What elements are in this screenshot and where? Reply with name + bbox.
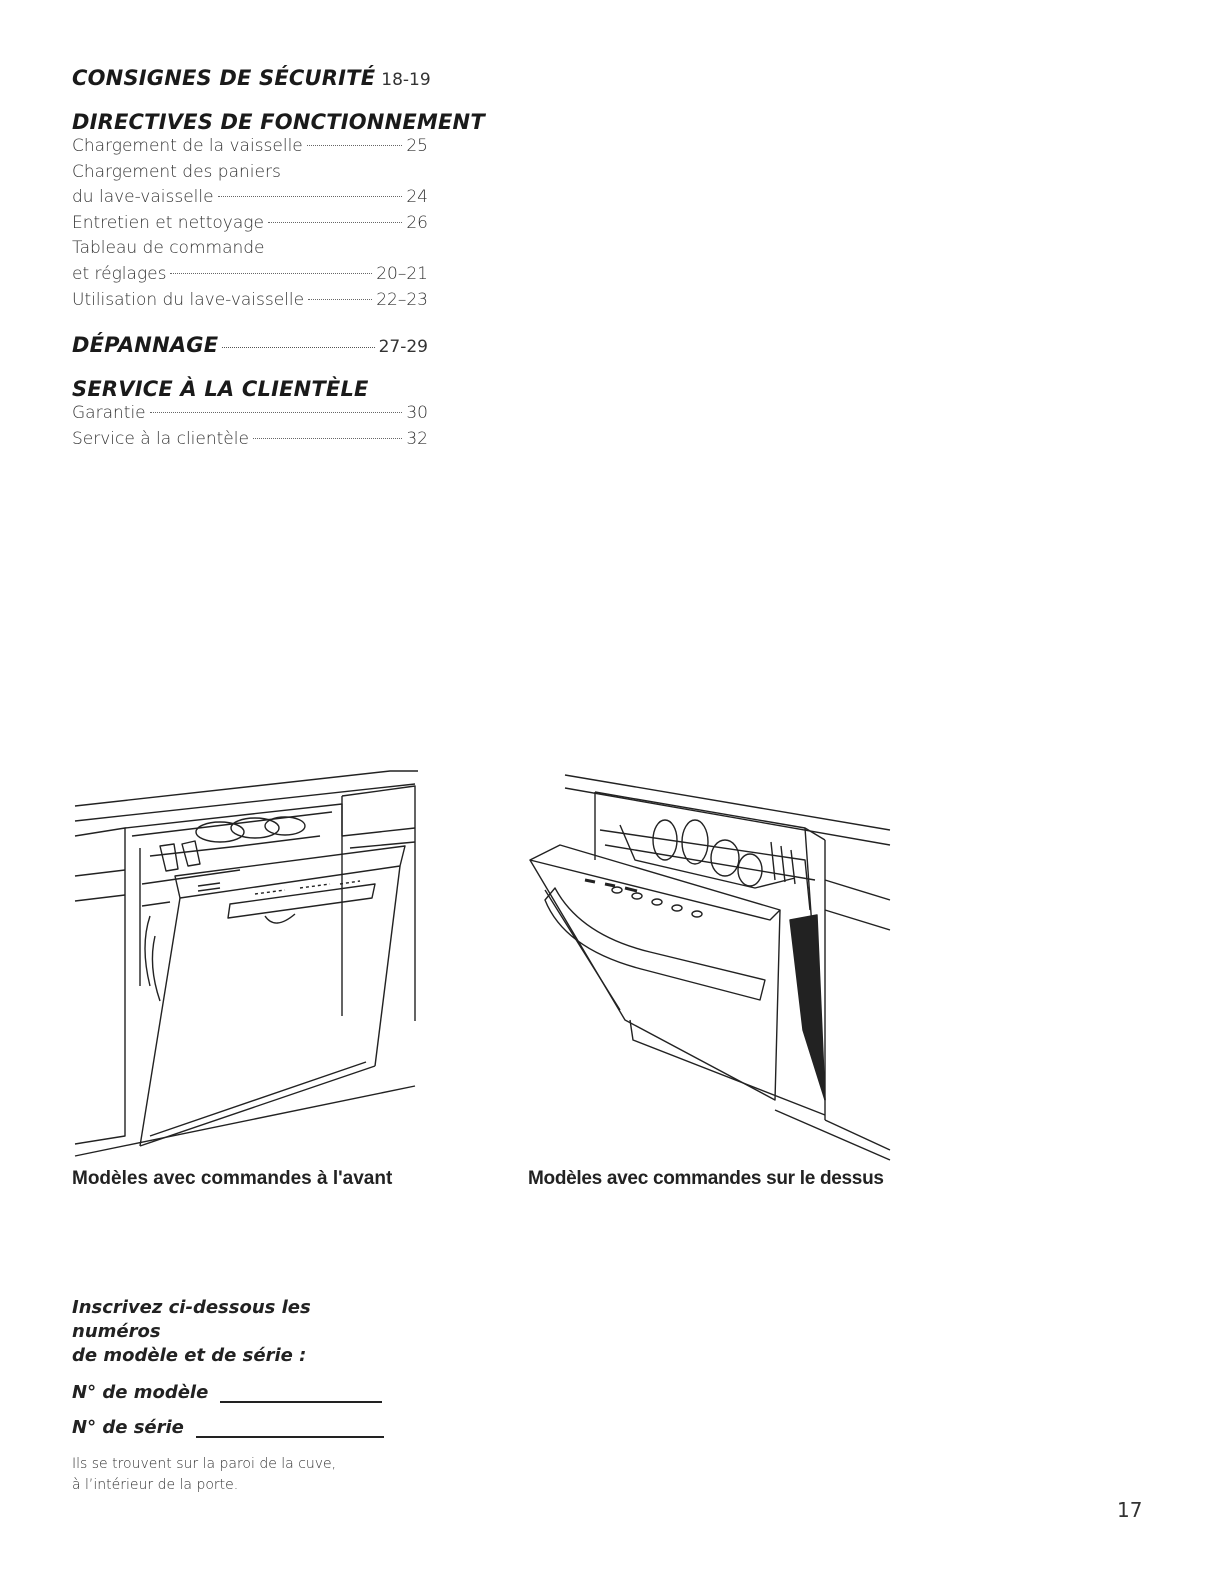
toc-leader [150, 412, 403, 413]
note-line2: à l’intérieur de la porte. [72, 1477, 239, 1493]
toc-leader [222, 347, 374, 348]
toc-entry-text: Chargement des paniers [72, 161, 281, 182]
record-location-note [72, 1454, 402, 1496]
toc-page-ref: 22–23 [376, 289, 428, 310]
table-of-contents [72, 66, 485, 452]
toc-entry [72, 427, 428, 453]
front-controls-caption: Modèles avec commandes à l'avant [72, 1168, 393, 1189]
toc-section-title: SERVICE À LA CLIENTÈLE [72, 377, 369, 402]
toc-section-troubleshooting [72, 333, 428, 357]
toc-entry-text: Service à la clientèle [72, 428, 249, 449]
toc-page-ref: 24 [406, 187, 428, 208]
toc-entry [72, 262, 428, 288]
toc-entry-text: Tableau de commande [72, 238, 265, 259]
top-controls-caption: Modèles avec commandes sur le dessus [528, 1168, 884, 1189]
toc-entry [72, 401, 428, 427]
toc-page-ref: 18-19 [381, 70, 431, 90]
toc-entry-text: Chargement de la vaisselle [72, 136, 303, 156]
toc-leader [268, 222, 402, 223]
toc-entry-text: du lave-vaisselle [72, 187, 214, 208]
toc-leader [307, 145, 403, 146]
toc-page-ref: 30 [406, 403, 428, 424]
note-line1: Ils se trouvent sur la paroi de la cuve, [72, 1456, 337, 1472]
toc-leader [218, 196, 403, 197]
toc-leader [308, 299, 372, 300]
top-controls-dishwasher-illustration [525, 770, 893, 1166]
toc-entry-text: Garantie [72, 403, 146, 424]
toc-entry [72, 288, 428, 314]
serial-number-label: N° de série [72, 1417, 184, 1438]
toc-entry [72, 134, 428, 160]
toc-section-security [72, 66, 431, 90]
toc-leader [170, 273, 372, 274]
toc-leader [253, 438, 402, 439]
model-serial-record [72, 1296, 402, 1496]
toc-section-title: CONSIGNES DE SÉCURITÉ [72, 66, 376, 90]
record-intro-line2: de modèle et de série : [72, 1345, 307, 1366]
model-number-field [72, 1382, 402, 1403]
toc-entry-text: Entretien et nettoyage [72, 212, 264, 233]
toc-page-ref: 27-29 [378, 337, 428, 358]
toc-page-ref: 26 [406, 212, 428, 233]
toc-entries-service [72, 401, 428, 452]
toc-entry [72, 211, 428, 237]
serial-number-field [72, 1417, 402, 1438]
model-number-blank [220, 1383, 382, 1403]
front-controls-dishwasher-illustration [70, 766, 420, 1166]
model-number-label: N° de modèle [72, 1382, 209, 1403]
record-intro-line1: Inscrivez ci-dessous les numéros [72, 1297, 311, 1342]
toc-section-title: DÉPANNAGE [72, 333, 219, 358]
toc-entries-operating [72, 134, 428, 313]
toc-page-ref: 32 [406, 428, 428, 449]
toc-entry-text: Utilisation du lave-vaisselle [72, 289, 305, 310]
toc-entry [72, 185, 428, 211]
page-number: 17 [1117, 1498, 1143, 1522]
toc-entry-text: et réglages [72, 263, 167, 284]
toc-page-ref: 20–21 [376, 263, 428, 284]
toc-page-ref: 25 [406, 136, 428, 156]
toc-section-title: DIRECTIVES DE FONCTIONNEMENT [72, 110, 485, 134]
serial-number-blank [196, 1418, 384, 1438]
